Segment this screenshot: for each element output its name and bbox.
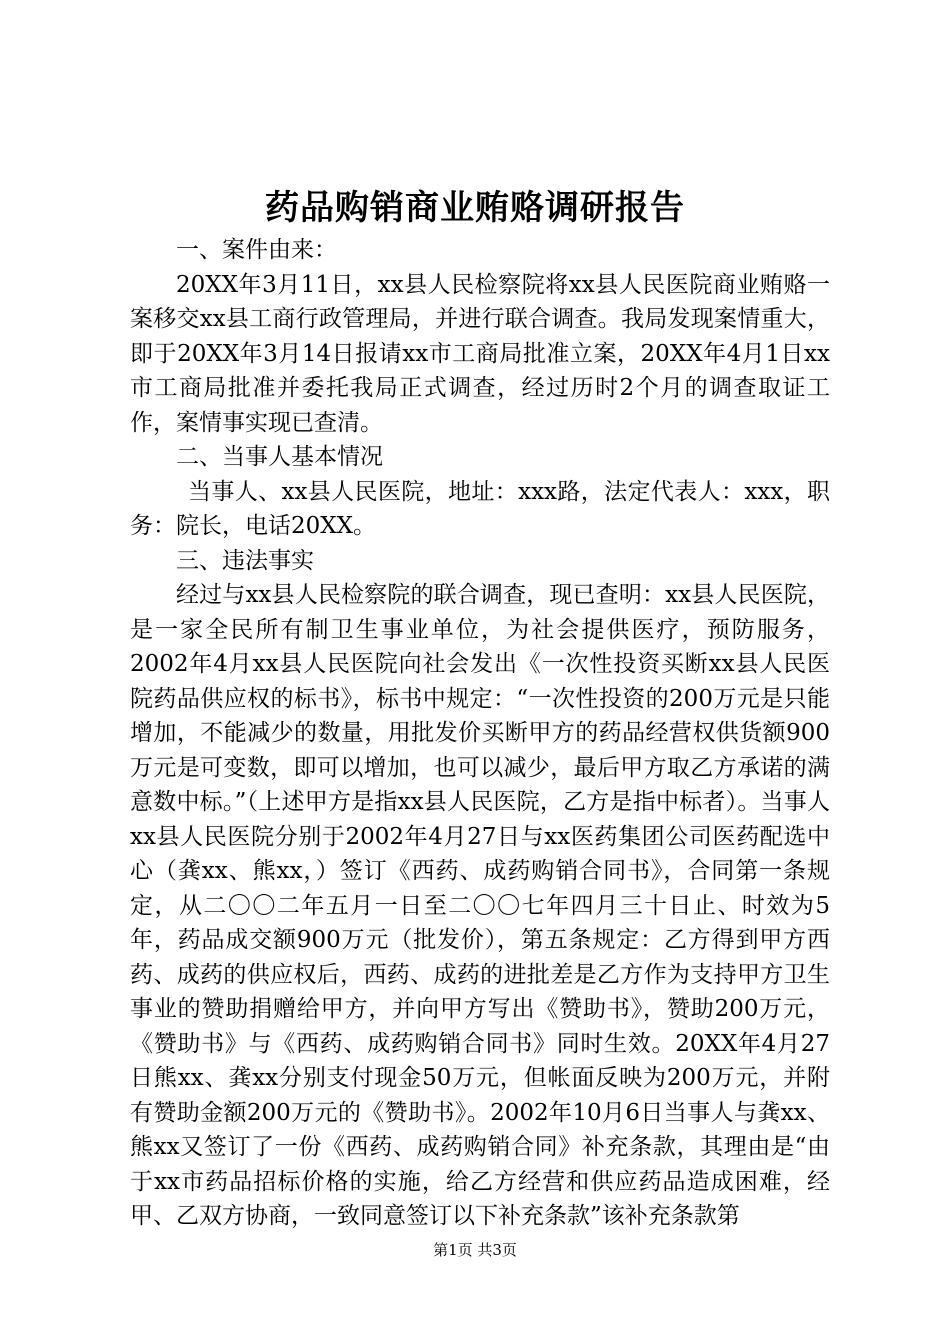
section-heading-violation-facts: 三、违法事实 [176,547,314,574]
paragraph-violation-facts: 经过与xx县人民检察院的联合调查，现已查明：xx县人民医院，是一家全民所有制卫生事业单位，为社会提供医疗，预防服务，2002年4月xx县人民医院向社会发出《一次性投资买断xx县人民医院药品供应权的标书》，标书中规定：“一次性投资的200万元是只能增加，不能减少的数量，用批发价买断甲方的药品经营权供货额900万元是可变数，即可以增加，也可以减少，最后甲方取乙方承诺的满意数中标。”（上述甲方是指xx县人民医院，乙方是指中标者）。当事人xx县人民医院分别于2002年4月27日与xx医药集团公司医药配选中心（龚xx、熊xx，）签订《西药、成药购销合同书》，合同第一条规定，从二〇〇二年五月一日至二〇〇七年四月三十日止、时效为5年，药品成交额900万元（批发价），第五条规定：乙方得到甲方西药、成药的供应权后，西药、成药的进批差是乙方作为支持甲方卫生事业的赞助捐赠给甲方，并向甲方写出《赞助书》，赞助200万元，《赞助书》与《西药、成药购销合同书》同时生效。20XX年4月27日熊xx、龚xx分别支付现金50万元，但帐面反映为200万元，并附有赞助金额200万元的《赞助书》。2002年10月6日当事人与龚xx、熊xx又签订了一份《西药、成药购销合同》补充条款，其理由是“由于xx市药品招标价格的实施，给乙方经营和供应药品造成困难，经甲、乙双方协商，一致同意签订以下补充条款”该补充条款第 [130,582,830,1229]
page-number-footer: 第1页 共3页 [433,1241,517,1259]
paragraph-party-info: 当事人、xx县人民医院，地址：xxx路，法定代表人：xxx，职务：院长，电话20XX。 [130,478,830,539]
document-body [130,233,830,1234]
document-title: 药品购销商业贿赂调研报告 [265,188,685,228]
paragraph-case-origin: 20XX年3月11日，xx县人民检察院将xx县人民医院商业贿赂一案移交xx县工商行政管理局，并进行联合调查。我局发现案情重大，即于20XX年3月14日报请xx市工商局批准立案，20XX年4月1日xx市工商局批准并委托我局正式调查，经过历时2个月的调查取证工作，案情事实现已查清。 [130,271,830,436]
section-heading-case-origin: 一、案件由来： [176,237,337,263]
section-heading-party-info: 二、当事人基本情况 [176,444,383,470]
